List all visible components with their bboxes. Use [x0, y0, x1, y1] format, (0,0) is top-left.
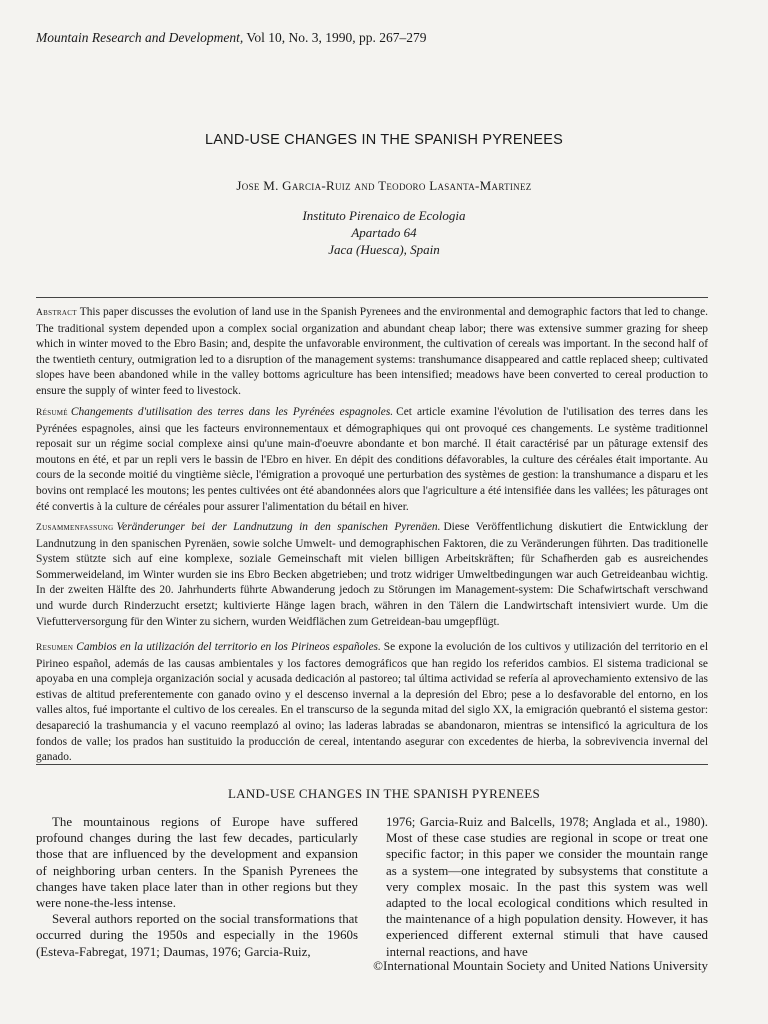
abstract-bottom-rule	[36, 764, 708, 765]
affiliation-address: Apartado 64	[351, 225, 417, 240]
journal-citation	[36, 30, 426, 46]
resume-tag: Résumé	[36, 408, 68, 418]
body-paragraph: 1976; Garcia-Ruiz and Balcells, 1978; Anglada et al., 1980). Most of these case studies are regional in scope or treat one specific factor; in this paper we consider the mountain range as a system—one integrated by subsystems that constitute a very complex mosaic. In the past this system was well adapted to the local ecological conditions which resulted in the maintenance of a high population density. However, it has experienced different external stimuli that have caused internal reactions, and have	[386, 815, 708, 959]
volume-issue-pages: Vol 10, No. 3, 1990, pp. 267–279	[246, 30, 427, 45]
affiliation-city: Jaca (Huesca), Spain	[328, 242, 440, 257]
resumen-tag: Resumen	[36, 643, 74, 653]
resumen-title: Cambios en la utilización del territorio en los Pirineos españoles.	[76, 641, 381, 653]
body-column-right	[386, 814, 708, 960]
copyright-notice: ©International Mountain Society and United Nations University	[373, 958, 708, 973]
zusammenfassung-title: Veränderunger bei der Landnutzung in den spanischen Pyrenäen.	[116, 521, 441, 533]
body-paragraph: The mountainous regions of Europe have suffered profound changes during the last few decades, particularly those that are influenced by the development and expansion of neighboring urban centers. In the Spanish Pyrenees the changes have taken place later than in other regions but they were none-the-less intense.	[36, 815, 358, 911]
abstract-tag: Abstract	[36, 308, 77, 318]
abstract-german	[36, 520, 708, 630]
journal-name: Mountain Research and Development,	[36, 30, 244, 45]
zusammenfassung-text: Diese Veröffentlichung diskutiert die Entwicklung der Landnutzung in den spanischen Pyrenäen, sowie solche Umwelt- und demographischen Faktoren, die zu Veränderungen führten. Das traditionelle System stützte sich auf eine komplexe, soziale Gemeinschaft mit vielen billigen Arbeitskräften; für Schafherden gab es ausreichendes Sommerweideland, im Winter wurden sie ins Ebro Becken abgetrieben; und trotz widriger Umweltbedingungen war auch Getreideanbau wichtig. In der zweiten Hälfte des 20. Jahrhunderts führte Abwanderung jedoch zu Störungen im Management-system: Die Schafwirtschaft verschwand und wurde durch Rinderzucht ersetzt; kultivierte Hänge lagen brach, währen in den Tälern die Landwirtschaft intensiviert wurde. Um die Viefutterversorgung für den Winter zu sichern, wurden Weidflächen zum Getreidean-bau umgepflügt.	[36, 521, 708, 628]
abstract-english	[36, 305, 708, 400]
resume-text: Cet article examine l'évolution de l'utilisation des terres dans les Pyrénées espagnoles, ainsi que les facteurs environnementaux et démographiques qui ont provoqué ces changements. Le système traditionnel reposait sur un régime social complexe ainsi qu'une main-d'oeuvre abondante et bon marché. Il était caractérisé par un pâturage extensif des moutons en été, et par un repli vers le bassin de l'Ebro en hiver. En dépit des conditions défavorables, la culture des céréales était importante. Au cours de la seconde moitié du vingtième siècle, l'émigration a provoqué une perturbation des systèmes de gestion: la transhumance a disparu et les bovins ont remplacé les moutons; les pentes cultivées ont été abandonnées alors que l'agriculture a été intensifiée dans les vallées; les pâturages ont été convertis à la culture de céréales pour assurer l'alimentation du bétail en hiver.	[36, 406, 708, 513]
resumen-text: Se expone la evolución de los cultivos y utilización del territorio en el Pirineo español, además de las causas ambientales y los factores demográficos que han regido los referidos cambios. El sistema tradicional se apoyaba en una compleja organización social y acusada dedicación al pastoreo; tal última actividad se refería al aprovechamiento extensivo de las estivas de altitud preferentemente con ganado ovino y el descenso invernal a la depresión del Ebro; pese a lo desfavorable del entorno, en los valles altos, fué importante el cultivo de los cereales. En el transcurso de la segunda mitad del siglo XX, la emigración quebrantó el sistema gestor: desapareció la trashumancia y el vacuno reemplazó al ovino; las laderas labradas se abandonaron, mientras se intensificó la agricultura de los fondos de valle; los prados han sustituido la producción de cereal, intentando asegurar con excedentes de hierba, la sobrevivencia invernal del ganado.	[36, 641, 708, 764]
body-column-left	[36, 814, 358, 960]
abstract-top-rule	[36, 297, 708, 298]
article-authors: Jose M. Garcia-Ruiz and Teodoro Lasanta-Martinez	[236, 178, 532, 193]
abstract-spanish	[36, 640, 708, 766]
abstract-text: This paper discusses the evolution of land use in the Spanish Pyrenees and the environmental and demographic factors that led to change. The traditional system depended upon a complex social organization and abundant cheap labor; there was extensive summer grazing for sheep which in winter moved to the Ebro Basin; and, despite the unfavorable environment, the cultivation of cereals was important. In the second half of the twentieth century, outmigration led to a disruption of the management systems: transhumance disappeared and cattle replaced sheep; cultivated slopes have been abandoned while in the valley bottoms agriculture has been intensified; meadows have been converted to cereal production to ensure the supply of winter feed to livestock.	[36, 306, 708, 397]
affiliation-institute: Instituto Pirenaico de Ecologia	[302, 208, 466, 223]
article-title: LAND-USE CHANGES IN THE SPANISH PYRENEES	[205, 132, 563, 148]
zusammenfassung-tag: Zusammenfassung	[36, 523, 114, 533]
body-paragraph: Several authors reported on the social transformations that occurred during the 1950s and especially in the 1960s (Esteva-Fabregat, 1971; Daumas, 1976; Garcia-Ruiz,	[36, 912, 358, 959]
resume-title: Changements d'utilisation des terres dans les Pyrénées espagnoles.	[70, 406, 394, 418]
section-heading: LAND-USE CHANGES IN THE SPANISH PYRENEES	[227, 786, 541, 801]
abstract-french	[36, 405, 708, 515]
affiliation	[0, 207, 768, 258]
